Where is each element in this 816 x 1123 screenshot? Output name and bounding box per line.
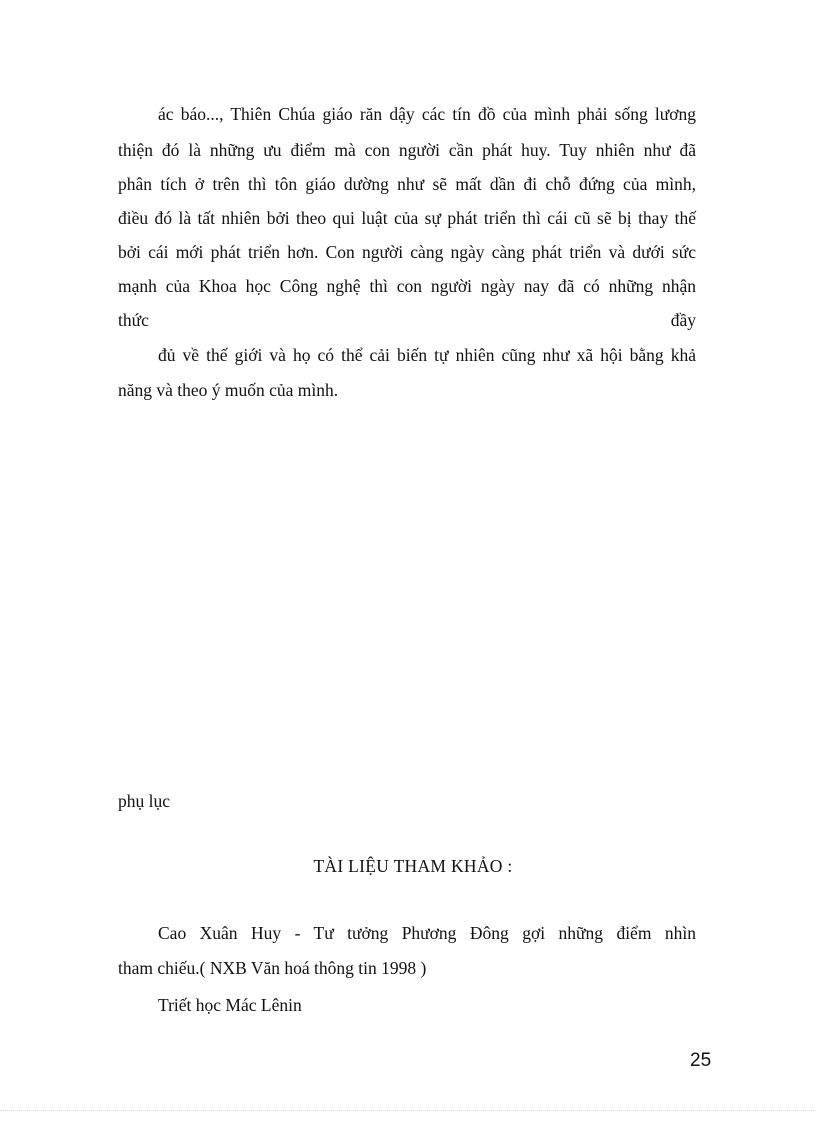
reference-item-1-line-2: tham chiếu.( NXB Văn hoá thông tin 1998 ): [118, 958, 427, 978]
body-text-line-4: điều đó là tất nhiên bởi theo qui luật của sự phát triển thì cái cũ sẽ bị thay thế: [118, 208, 696, 228]
body-text-line-1: ác báo..., Thiên Chúa giáo răn dậy các tín đồ của mình phải sống lương: [158, 104, 696, 124]
reference-item-2: Triết học Mác Lênin: [158, 995, 302, 1015]
appendix-label: phụ lục: [118, 791, 171, 811]
footer-divider: [0, 1110, 816, 1111]
body-text-line-7: [118, 309, 696, 331]
body-text-line-6: mạnh của Khoa học Công nghệ thì con người ngày nay đã có những nhận: [118, 276, 696, 296]
split-word-left: thức: [118, 310, 149, 330]
body-text-line-2: thiện đó là những ưu điểm mà con người cần phát huy. Tuy nhiên như đã: [118, 140, 696, 160]
body-text-line-3: phân tích ở trên thì tôn giáo dường như sẽ mất dần đi chỗ đứng của mình,: [118, 174, 696, 194]
split-word-right: đầy: [670, 310, 696, 330]
body-text-line-5: bởi cái mới phát triển hơn. Con người càng ngày càng phát triển và dưới sức: [118, 242, 696, 262]
references-heading: TÀI LIỆU THAM KHẢO :: [313, 856, 513, 876]
body-text-line-9: năng và theo ý muốn của mình.: [118, 380, 339, 400]
page-number: 25: [690, 1050, 712, 1071]
reference-item-1-line-1: Cao Xuân Huy - Tư tưởng Phương Đông gợi những điểm nhìn: [158, 923, 696, 943]
body-text-line-8: đủ về thế giới và họ có thể cải biến tự nhiên cũng như xã hội bằng khả: [158, 345, 696, 365]
